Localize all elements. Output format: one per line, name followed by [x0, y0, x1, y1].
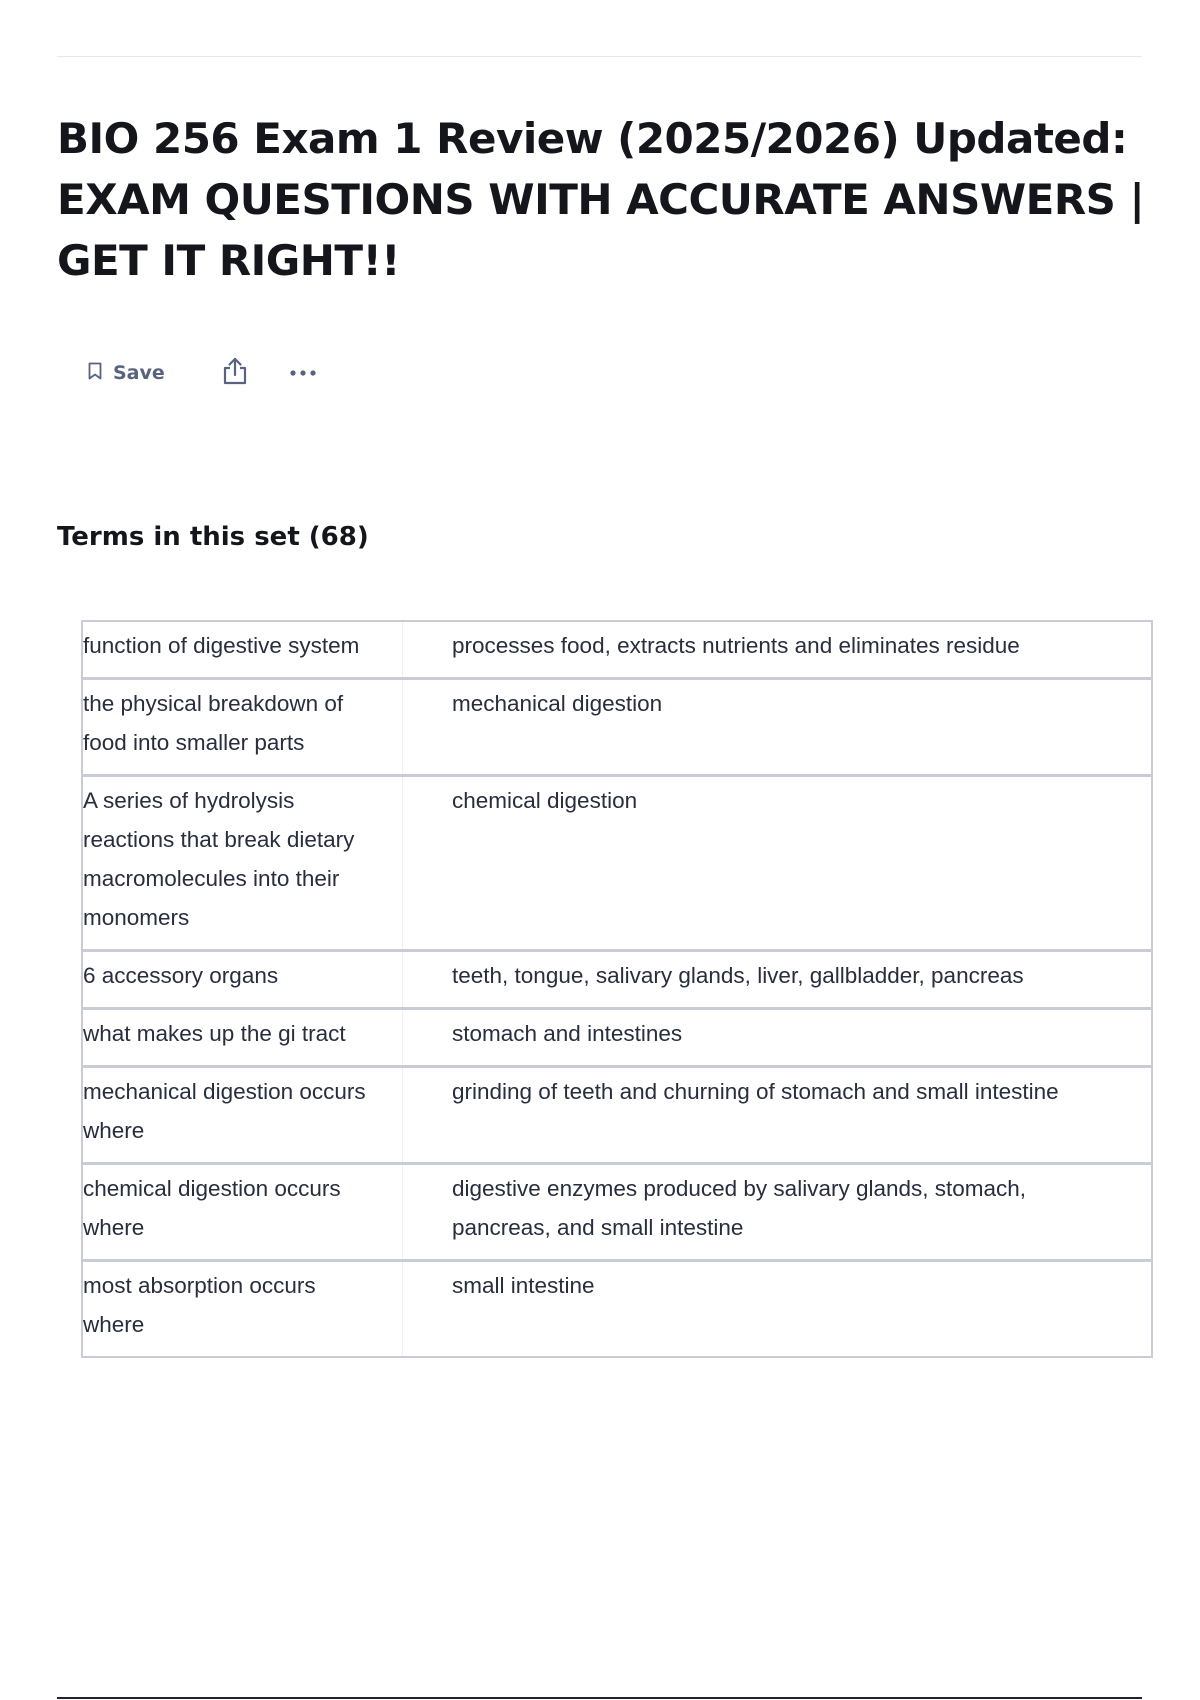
definition-cell: processes food, extracts nutrients and eliminates residue — [452, 633, 1020, 658]
definition-cell: stomach and intestines — [452, 1021, 683, 1046]
share-icon — [221, 356, 249, 391]
term-row — [83, 622, 1151, 677]
share-button[interactable] — [219, 357, 251, 389]
definition-cell: teeth, tongue, salivary glands, liver, gallbladder, pancreas — [452, 963, 1024, 988]
term-cell: mechanical digestion occurs where — [83, 1068, 403, 1162]
term-cell: what makes up the gi tract — [83, 1010, 403, 1065]
top-divider — [57, 56, 1142, 57]
term-cell: the physical breakdown of food into smaller parts — [83, 680, 403, 774]
term-row — [83, 1007, 1151, 1065]
term-row — [83, 1162, 1151, 1259]
term-row — [83, 1259, 1151, 1356]
bottom-divider — [57, 1697, 1142, 1699]
term-row — [83, 949, 1151, 1007]
terms-table — [81, 620, 1153, 1358]
more-horizontal-icon — [288, 364, 318, 382]
definition-cell: digestive enzymes produced by salivary glands, stomach, pancreas, and small intestine — [452, 1176, 1027, 1240]
save-button[interactable] — [85, 357, 167, 390]
definition-cell: small intestine — [452, 1273, 595, 1298]
toolbar — [85, 353, 321, 393]
term-row — [83, 677, 1151, 774]
definition-cell: chemical digestion — [452, 788, 638, 813]
definition-cell: mechanical digestion — [452, 691, 663, 716]
term-cell: most absorption occurs where — [83, 1262, 403, 1356]
term-cell: function of digestive system — [83, 622, 403, 677]
bookmark-icon — [87, 361, 103, 386]
more-options-button[interactable] — [285, 357, 321, 389]
term-row — [83, 1065, 1151, 1162]
terms-heading: Terms in this set (68) — [57, 522, 369, 552]
term-cell: 6 accessory organs — [83, 952, 403, 1007]
term-row — [83, 774, 1151, 949]
term-cell: chemical digestion occurs where — [83, 1165, 403, 1259]
page-title: BIO 256 Exam 1 Review (2025/2026) Updated: EXAM QUESTIONS WITH ACCURATE ANSWERS | GET IT RIGHT!! — [57, 114, 1145, 285]
term-cell: A series of hydrolysis reactions that break dietary macromolecules into their monomers — [83, 777, 403, 949]
definition-cell: grinding of teeth and churning of stomach and small intestine — [452, 1079, 1059, 1104]
save-label: Save — [113, 362, 165, 384]
